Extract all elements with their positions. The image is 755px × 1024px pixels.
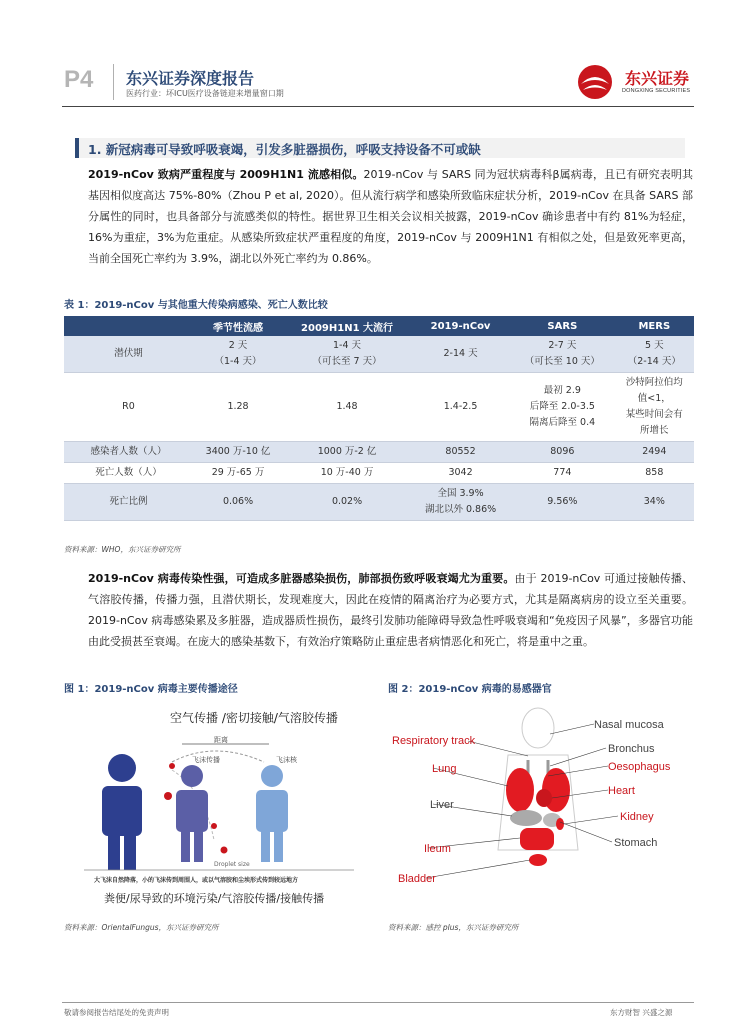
person-left-icon bbox=[102, 754, 142, 870]
figure-2-caption: 图 2：2019-nCov 病毒的易感器官 bbox=[388, 684, 552, 695]
page-number: P4 bbox=[64, 66, 94, 93]
person-middle-icon bbox=[176, 765, 208, 862]
liver-icon bbox=[510, 810, 542, 826]
table-row-label: 感染者人数（人） bbox=[64, 442, 193, 463]
table-cell: 1.28 bbox=[193, 373, 283, 442]
figure-1-caption: 图 1：2019-nCov 病毒主要传播途径 bbox=[64, 684, 238, 695]
table-row bbox=[64, 373, 694, 442]
table-row bbox=[64, 484, 694, 521]
table-cell: 858 bbox=[615, 463, 694, 484]
table-header-cell: 季节性流感 bbox=[193, 316, 283, 336]
table-cell: 774 bbox=[510, 463, 615, 484]
paragraph-2 bbox=[88, 568, 693, 652]
footer-slogan: 东方财智 兴盛之源 bbox=[610, 1008, 673, 1017]
report-subtitle: 医药行业：坏ICU医疗设备链迎来增量窗口期 bbox=[126, 89, 284, 98]
droplet-size-label: Droplet size bbox=[214, 861, 250, 868]
organ-label: Stomach bbox=[614, 837, 658, 849]
table-cell: 1.48 bbox=[283, 373, 411, 442]
table-cell: 1.4-2.5 bbox=[411, 373, 510, 442]
table-row-label: 死亡比例 bbox=[64, 484, 193, 521]
organ-label: Heart bbox=[608, 785, 635, 797]
table-row bbox=[64, 442, 694, 463]
fig1-note: 大飞沫自然降落，小的飞沫传到周围人，或以气溶胶和尘埃形式传到较远地方 bbox=[94, 877, 299, 884]
bladder-icon bbox=[529, 854, 547, 866]
footer-disclaimer: 敬请参阅报告结尾处的免责声明 bbox=[64, 1008, 169, 1017]
table-header-cell: 2019-nCov bbox=[411, 316, 510, 336]
report-title: 东兴证券深度报告 bbox=[126, 69, 255, 88]
table-header-cell: SARS bbox=[510, 316, 615, 336]
droplet-dot bbox=[169, 763, 175, 769]
fig1-bottom-label: 粪便/尿导致的环境污染/气溶胶传播/接触传播 bbox=[104, 892, 325, 905]
table-cell: 5 天 （2-14 天） bbox=[615, 336, 694, 373]
table-row bbox=[64, 463, 694, 484]
paragraph-2-lead: 2019-nCov 病毒传染性强，可造成多脏器感染损伤，肺部损伤致呼吸衰竭尤为重要。 bbox=[88, 572, 515, 585]
kidney-icon bbox=[556, 818, 564, 830]
table-row-label: 死亡人数（人） bbox=[64, 463, 193, 484]
table-row-label: 潜伏期 bbox=[64, 336, 193, 373]
logo-text: 东兴证券 bbox=[625, 69, 690, 88]
table-cell: 29 万-65 万 bbox=[193, 463, 283, 484]
section-heading: 1. 新冠病毒可导致呼吸衰竭，引发多脏器损伤，呼吸支持设备不可或缺 bbox=[88, 142, 481, 157]
footer-rule bbox=[62, 1002, 694, 1003]
susceptible-organs-figure bbox=[388, 700, 688, 910]
header-rule bbox=[62, 106, 694, 107]
transmission-route-figure bbox=[64, 700, 364, 910]
table-source: 资料来源：WHO，东兴证券研究所 bbox=[64, 545, 181, 554]
paragraph-1-body: 2019-nCov 与 SARS 同为冠状病毒科β属病毒，且已有研究表明其基因相似度高达 75%-80%（Zhou P et al, 2020）。但从流行病学和感染所致临床症状分析，2019-nCov 在具备 SARS 部分属性的同时，也具备部分与流感类似的特性。据世界卫生相关会议相关披露，2019-nCov 确诊患者中有约 81%为轻症，16%为重症，3%为危重症。从感染所致症状严重程度的角度，2019-nCov 与 2009H1N1 有相似之处，但是致死率更高，当前全国死亡率约为 3.9%，湖北以外死亡率约为 0.86%。 bbox=[88, 168, 694, 265]
table-cell: 3400 万-10 亿 bbox=[193, 442, 283, 463]
comparison-table bbox=[64, 316, 694, 521]
distance-label: 距离 bbox=[214, 736, 228, 744]
table-cell: 1000 万-2 亿 bbox=[283, 442, 411, 463]
logo-english-text: DONGXING SECURITIES bbox=[622, 88, 691, 94]
table-cell: 沙特阿拉伯均 值<1， 某些时间会有 所增长 bbox=[615, 373, 694, 442]
table-header-cell bbox=[64, 316, 193, 336]
table-cell: 2-7 天 （可长至 10 天） bbox=[510, 336, 615, 373]
lung-left-icon bbox=[506, 768, 534, 812]
table-row bbox=[64, 336, 694, 373]
figure-1-source: 资料来源：OrientalFungus，东兴证券研究所 bbox=[64, 923, 219, 932]
organ-label: Lung bbox=[432, 763, 457, 775]
header-separator bbox=[113, 64, 114, 100]
table-cell: 8096 bbox=[510, 442, 615, 463]
section-heading-bar bbox=[75, 138, 79, 158]
table-cell: 2 天 （1-4 天） bbox=[193, 336, 283, 373]
table-header-cell: 2009H1N1 大流行 bbox=[283, 316, 411, 336]
table-cell: 1-4 天 （可长至 7 天） bbox=[283, 336, 411, 373]
table-cell: 9.56% bbox=[510, 484, 615, 521]
table-cell: 全国 3.9% 湖北以外 0.86% bbox=[411, 484, 510, 521]
table-cell: 2494 bbox=[615, 442, 694, 463]
table-cell: 80552 bbox=[411, 442, 510, 463]
organ-label: Ileum bbox=[424, 843, 451, 855]
table-row-label: R0 bbox=[64, 373, 193, 442]
organ-label: Kidney bbox=[620, 811, 654, 823]
droplet-dot bbox=[211, 823, 217, 829]
organ-label: Bladder bbox=[398, 873, 436, 885]
droplet-dot bbox=[221, 847, 228, 854]
organ-label: Bronchus bbox=[608, 743, 655, 755]
organ-label: Respiratory track bbox=[392, 735, 476, 747]
droplet-label: 飞沫传播 bbox=[192, 756, 220, 764]
table-header-cell: MERS bbox=[615, 316, 694, 336]
table-cell: 0.06% bbox=[193, 484, 283, 521]
table-cell: 最初 2.9 后降至 2.0-3.5 隔离后降至 0.4 bbox=[510, 373, 615, 442]
droplet-dot bbox=[164, 792, 172, 800]
table-header-row bbox=[64, 316, 694, 336]
table-cell: 2-14 天 bbox=[411, 336, 510, 373]
organ-label: Liver bbox=[430, 799, 454, 811]
table-cell: 0.02% bbox=[283, 484, 411, 521]
table-cell: 10 万-40 万 bbox=[283, 463, 411, 484]
paragraph-1 bbox=[88, 164, 693, 269]
ileum-icon bbox=[520, 828, 554, 850]
paragraph-2-body: 由于 2019-nCov 可通过接触传播、气溶胶传播，传播力强，且潜伏期长，发现难度大，因此在疫情的隔离治疗为必要方式，尤其是隔离病房的设立至关重要。2019-nCov 病毒感染累及多脏器，造成器质性损伤，最终引发肺功能障碍导致急性呼吸衰竭和“免疫因子风暴”，多器官功能由此受损甚至衰竭。在庞大的感染基数下，有效治疗策略防止重症患者病情恶化和死亡，将是重中之重。 bbox=[88, 572, 693, 648]
table-cell: 34% bbox=[615, 484, 694, 521]
organ-label: Nasal mucosa bbox=[594, 719, 664, 731]
organ-label: Oesophagus bbox=[608, 761, 671, 773]
droplet-core-label: 飞沫核 bbox=[276, 756, 297, 764]
figure-2-source: 资料来源：感控 plus，东兴证券研究所 bbox=[388, 923, 519, 932]
table-caption: 表 1：2019-nCov 与其他重大传染病感染、死亡人数比较 bbox=[64, 300, 328, 311]
fig1-top-label: 空气传播 /密切接触/气溶胶传播 bbox=[170, 711, 338, 725]
table-cell: 3042 bbox=[411, 463, 510, 484]
heart-icon bbox=[536, 789, 552, 807]
paragraph-1-lead: 2019-nCov 致病严重程度与 2009H1N1 流感相似。 bbox=[88, 168, 364, 181]
person-right-icon bbox=[256, 765, 288, 862]
